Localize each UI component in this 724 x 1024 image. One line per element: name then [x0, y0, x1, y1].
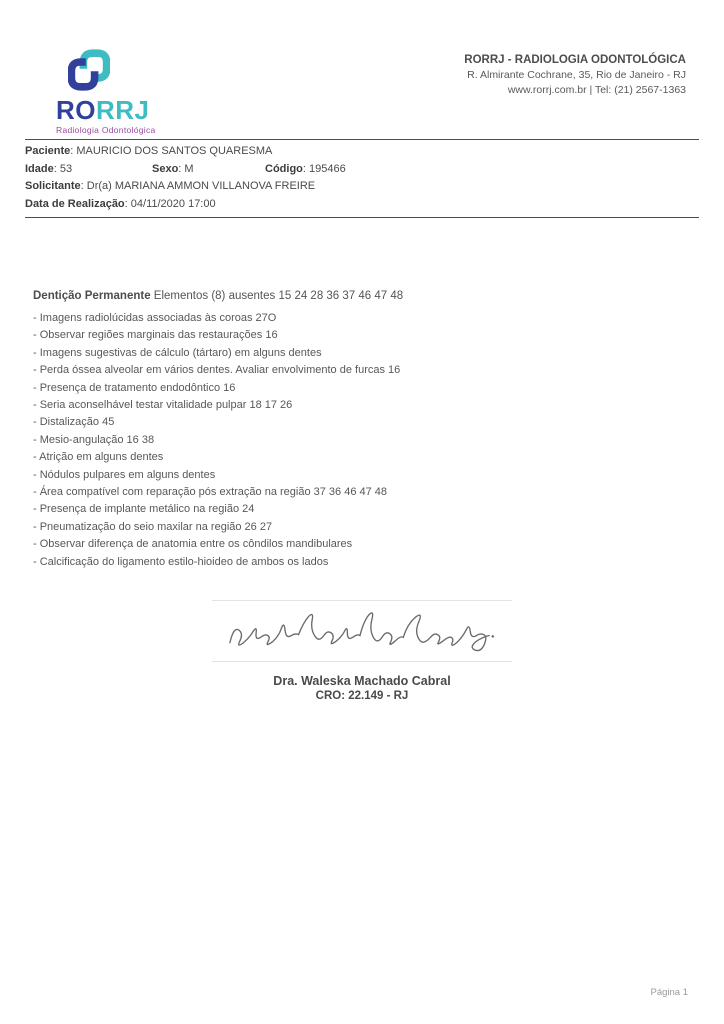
finding-item: - Calcificação do ligamento estilo-hioideo de ambos os lados — [33, 555, 329, 568]
finding-item: - Área compatível com reparação pós extração na região 37 36 46 47 48 — [33, 486, 388, 499]
patient-age-label: Idade — [25, 162, 54, 175]
patient-sex-label: Sexo — [152, 162, 179, 175]
label-separator: : — [178, 162, 185, 175]
patient-age-value: 53 — [59, 162, 73, 175]
finding-item: - Seria aconselhável testar vitalidade pulpar 18 17 26 — [33, 399, 293, 412]
clinic-contact-block — [464, 53, 686, 98]
logo-wordmark-teal: RRJ — [96, 95, 150, 125]
clinic-address: R. Almirante Cochrane, 35, Rio de Janeiro - RJ — [467, 69, 686, 81]
label-separator: : — [124, 197, 131, 210]
finding-item: - Perda óssea alveolar em vários dentes. Avaliar envolvimento de furcas 16 — [33, 364, 401, 377]
finding-item: - Imagens radiolúcidas associadas às coroas 27O — [33, 312, 277, 324]
finding-item: - Observar regiões marginais das restaurações 16 — [33, 329, 278, 342]
patient-code-value: 195466 — [309, 162, 346, 175]
patient-sex-value: M — [184, 162, 194, 175]
findings-list — [33, 310, 693, 571]
finding-item: - Imagens sugestivas de cálculo (tártaro) em alguns dentes — [33, 346, 322, 359]
patient-code-label: Código — [265, 162, 303, 175]
patient-row-date — [25, 196, 699, 214]
finding-item: - Pneumatização do seio maxilar na região 26 27 — [33, 520, 273, 533]
doctor-cro: CRO: 22.149 - RJ — [315, 690, 409, 702]
finding-item: - Mesio-angulação 16 38 — [33, 433, 155, 446]
finding-item: - Presença de tratamento endodôntico 16 — [33, 381, 236, 394]
requester-label: Solicitante — [25, 180, 81, 192]
label-separator: : — [80, 180, 87, 192]
patient-row-demographics — [25, 161, 699, 179]
clinic-contact: www.rorrj.com.br | Tel: (21) 2567-1363 — [507, 84, 686, 96]
clinic-name: RORRJ - RADIOLOGIA ODONTOLÓGICA — [464, 54, 686, 66]
patient-name-value: MAURICIO DOS SANTOS QUARESMA — [76, 145, 273, 157]
patient-row-requester — [25, 178, 699, 196]
finding-item: - Nódulos pulpares em alguns dentes — [33, 468, 216, 481]
signature-scribble-icon — [212, 603, 508, 659]
finding-item: - Distalização 45 — [33, 416, 115, 429]
logo-tagline: Radiologia Odontológica — [56, 125, 156, 135]
exam-date-label: Data de Realização — [25, 197, 125, 210]
patient-row-name — [25, 143, 699, 161]
report-findings-section — [33, 288, 693, 571]
clinic-logo — [56, 44, 236, 135]
patient-info-block — [25, 139, 699, 218]
exam-date-value: 04/11/2020 17:00 — [130, 197, 216, 210]
label-separator: : — [302, 162, 310, 175]
finding-item: - Observar diferença de anatomia entre os côndilos mandibulares — [33, 538, 353, 551]
logo-wordmark — [56, 97, 236, 123]
label-separator: : — [53, 162, 60, 175]
label-separator: : — [70, 145, 77, 157]
patient-name-label: Paciente — [25, 145, 71, 157]
requester-value: Dr(a) MARIANA AMMON VILLANOVA FREIRE — [86, 180, 316, 192]
logo-wordmark-navy: RO — [56, 95, 96, 125]
missing-elements-text: Elementos (8) ausentes 15 24 28 36 37 46 47 48 — [150, 290, 404, 302]
signature-section — [212, 600, 512, 702]
finding-item: - Atrição em alguns dentes — [33, 451, 164, 464]
doctor-name: Dra. Waleska Machado Cabral — [273, 674, 451, 688]
page-number: Página 1 — [650, 987, 688, 998]
finding-item: - Presença de implante metálico na região 24 — [33, 503, 255, 516]
report-heading — [33, 288, 693, 305]
dentition-title: Dentição Permanente — [33, 290, 151, 302]
signature-image — [212, 600, 512, 662]
logo-mark-icon — [68, 44, 110, 96]
